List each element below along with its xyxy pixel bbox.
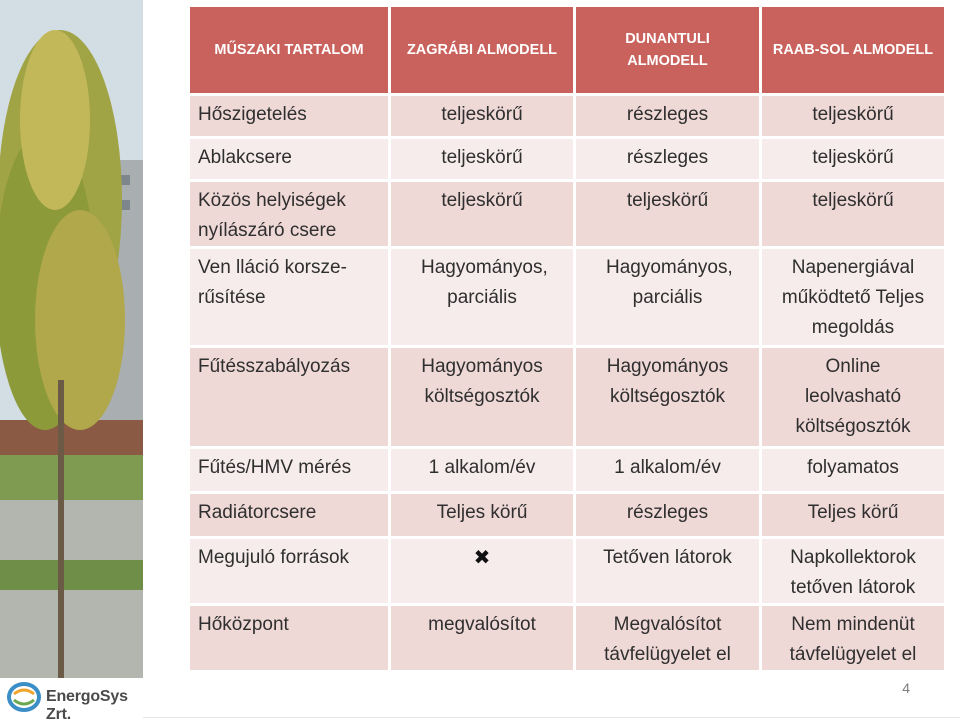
cell: Teljes körű (391, 494, 573, 536)
table-row (190, 539, 944, 603)
cell: 1 alkalom/év (391, 449, 573, 491)
row-label: Hőszigetelés (190, 96, 388, 136)
cell: teljeskörű (391, 182, 573, 246)
cell: részleges (576, 96, 759, 136)
table-row (190, 249, 944, 345)
cell (391, 539, 573, 603)
row-label: Fűtésszabályozás (190, 348, 388, 446)
cell: Tetőven látorok (576, 539, 759, 603)
table-header-row (190, 7, 944, 93)
row-label: Radiátorcsere (190, 494, 388, 536)
cell: teljeskörű (762, 139, 944, 179)
table-row (190, 348, 944, 446)
table-row (190, 182, 944, 246)
cell: teljeskörű (391, 96, 573, 136)
row-label: Fűtés/HMV mérés (190, 449, 388, 491)
cell: teljeskörű (762, 96, 944, 136)
row-label: Ven lláció korsze-rűsítése (190, 249, 388, 345)
cell: folyamatos (762, 449, 944, 491)
cell: Online leolvasható költségosztók (762, 348, 944, 446)
table-row (190, 139, 944, 179)
header-zagrabi-almodell: ZAGRÁBI ALMODELL (391, 7, 573, 93)
cell: Megvalósítot távfelügyelet el (576, 606, 759, 670)
cell: Napenergiával működtető Teljes megoldás (762, 249, 944, 345)
row-label: Hőközpont (190, 606, 388, 670)
row-label: Közös helyiségek nyílászáró csere (190, 182, 388, 246)
cell: részleges (576, 139, 759, 179)
cell: teljeskörű (576, 182, 759, 246)
cell: Hagyományos költségosztók (576, 348, 759, 446)
table-row (190, 494, 944, 536)
header-raab-sol-almodell: RAAB-SOL ALMODELL (762, 7, 944, 93)
cell: részleges (576, 494, 759, 536)
header-dunantuli-almodell: DUNANTULI ALMODELL (576, 7, 759, 93)
table-row (190, 449, 944, 491)
table-row (190, 606, 944, 670)
header-muszaki-tartalom: MŰSZAKI TARTALOM (190, 7, 388, 93)
footer-divider (143, 717, 960, 718)
page-number: 4 (902, 680, 910, 696)
tree-photo (0, 0, 143, 678)
logo-mark-icon (6, 680, 42, 714)
logo-text: EnergoSys Zrt. (46, 688, 128, 723)
cell: teljeskörű (762, 182, 944, 246)
comparison-table (187, 4, 947, 673)
cell: megvalósítot (391, 606, 573, 670)
cell: Hagyományos, parciális (391, 249, 573, 345)
energosys-logo (6, 680, 146, 723)
row-label: Ablakcsere (190, 139, 388, 179)
cell: teljeskörű (391, 139, 573, 179)
cell: Hagyományos költségosztók (391, 348, 573, 446)
cell: Teljes körű (762, 494, 944, 536)
cell: Napkollektorok tetőven látorok (762, 539, 944, 603)
cross-mark-icon: ✖ (473, 547, 491, 569)
cell: Nem mindenüt távfelügyelet el (762, 606, 944, 670)
row-label: Megujuló források (190, 539, 388, 603)
cell: 1 alkalom/év (576, 449, 759, 491)
table-row (190, 96, 944, 136)
cell: Hagyományos, parciális (576, 249, 759, 345)
